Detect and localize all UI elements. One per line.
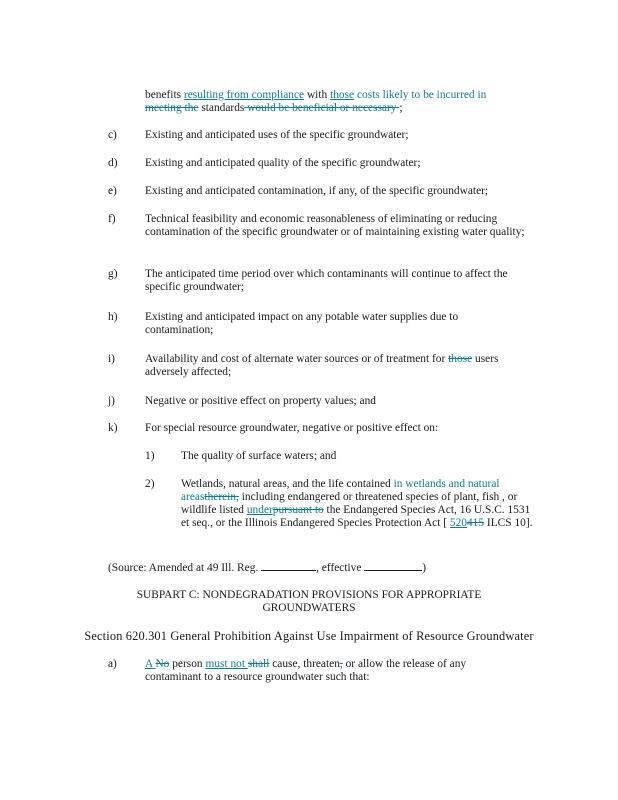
intro-text: standards	[198, 102, 245, 114]
item-label-j: j)	[108, 395, 115, 407]
deleted-text: meeting the	[145, 102, 199, 114]
deleted-text: those	[448, 353, 473, 365]
item-text-h: Existing and anticipated impact on any potable water supplies due to contamination;	[145, 311, 459, 336]
item-text-e: Existing and anticipated contamination, if any, of the specific groundwater;	[145, 185, 489, 197]
subpart-heading-line1: SUBPART C: NONDEGRADATION PROVISIONS FOR APPROPRIATE	[136, 589, 482, 601]
item-text-c: Existing and anticipated uses of the specific groundwater;	[145, 129, 409, 141]
item-text-d: Existing and anticipated quality of the specific groundwater;	[145, 157, 421, 169]
item-label-g: g)	[108, 268, 118, 280]
item-label-i: i)	[108, 353, 115, 365]
intro-paragraph	[145, 89, 545, 115]
inserted-text: in wetlands and natural areas	[181, 478, 500, 503]
item-text-k: For special resource groundwater, negative or positive effect on:	[145, 422, 439, 434]
inserted-text: resulting from compliance	[183, 89, 305, 101]
inserted-text: A	[145, 658, 156, 670]
blank-line	[364, 560, 422, 571]
inserted-text: must not	[205, 658, 248, 670]
item-text-j: Negative or positive effect on property values; and	[145, 395, 377, 407]
item-label-c: c)	[108, 129, 117, 141]
subitem-text-1: The quality of surface waters; and	[181, 450, 337, 462]
deleted-text: would be beneficial or necessary	[244, 102, 400, 114]
deleted-text: 415	[466, 517, 485, 529]
inserted-text: costs likely to be incurred in	[354, 89, 487, 101]
item-text: including endangered or threatened species of plant, fish , or wildlife listed	[181, 491, 518, 516]
item-label-d: d)	[108, 157, 118, 169]
item-text-i	[145, 353, 530, 379]
item-text: Availability and cost of alternate water sources or of treatment for	[145, 353, 449, 365]
item-label-f: f)	[108, 213, 116, 225]
inserted-text: 520	[449, 517, 467, 529]
item-text: cause, threaten	[269, 658, 340, 670]
deleted-text: ,	[339, 658, 343, 670]
item-text: users adversely affected;	[145, 353, 499, 378]
item-label-k: k)	[108, 422, 118, 434]
item-label-a: a)	[108, 658, 117, 670]
source-note	[108, 560, 426, 575]
subitem-text-2	[181, 478, 539, 530]
item-label-e: e)	[108, 185, 117, 197]
inserted-text: under	[246, 504, 273, 516]
source-text: , effective	[316, 562, 365, 574]
section-heading: Section 620.301 General Prohibition Against Use Impairment of Resource Groundwater	[84, 629, 534, 643]
subitem-label-2: 2)	[145, 478, 155, 490]
item-text-a	[145, 658, 505, 684]
item-text: ILCS 10].	[484, 517, 533, 529]
deleted-text: therein,	[204, 491, 239, 503]
subitem-label-1: 1)	[145, 450, 155, 462]
blank-line	[261, 560, 316, 571]
intro-text: ;	[399, 102, 403, 114]
source-text: )	[422, 562, 427, 574]
deleted-text: pursuant to	[272, 504, 324, 516]
source-text: (Source: Amended at 49 Ill. Reg.	[108, 562, 262, 574]
deleted-text: shall	[247, 658, 270, 670]
item-text: the Endangered Species Act, 16 U.S.C. 1531 et seq., or the Illinois Endangered Species Protection Act [	[181, 504, 531, 529]
subpart-heading-line2: GROUNDWATERS	[262, 602, 356, 614]
item-label-h: h)	[108, 311, 118, 323]
intro-text: benefits	[145, 89, 184, 101]
item-text: or allow the release of any contaminant to a resource groundwater such that:	[145, 658, 467, 683]
item-text-g: The anticipated time period over which contaminants will continue to affect the specific groundwater;	[145, 268, 508, 293]
item-text-f: Technical feasibility and economic reasonableness of eliminating or reducing contamination of the specific groundwater or of maintaining existing water quality;	[145, 213, 525, 238]
intro-text: with	[304, 89, 331, 101]
item-text: Wetlands, natural areas, and the life contained	[181, 478, 394, 490]
item-text: person	[169, 658, 206, 670]
deleted-text: No	[155, 658, 170, 670]
inserted-text: those	[330, 89, 355, 101]
